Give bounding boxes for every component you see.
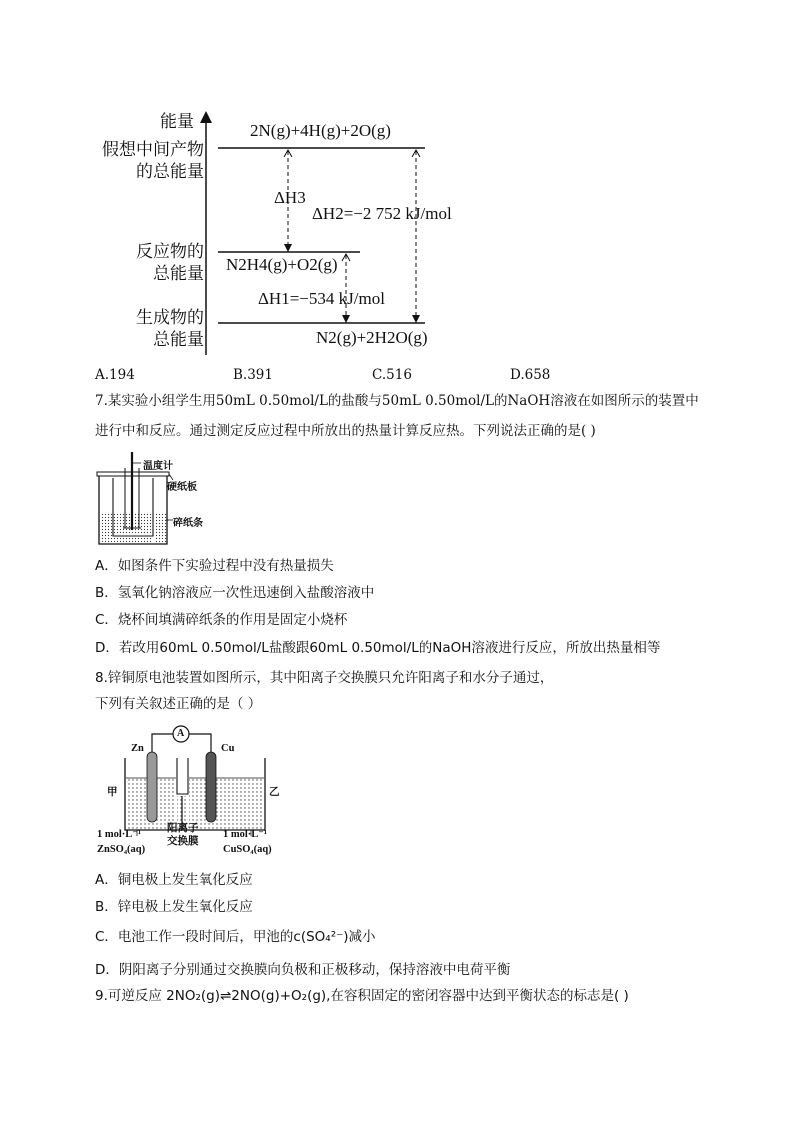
- dh1-label: ΔH1=−534 kJ/mol: [258, 289, 385, 308]
- galvanic-cell-figure: [95, 722, 285, 862]
- energy-axis-label: 能量: [160, 112, 194, 132]
- level-mid-formula: N2H4(g)+O2(g): [226, 255, 338, 274]
- left-concentration: 1 mol·L⁻¹: [97, 829, 141, 840]
- zn-electrode-label: Zn: [131, 743, 144, 754]
- membrane-label-line1: 阳离子: [167, 823, 199, 834]
- q7-option-c: C．烧杯间填满碎纸条的作用是固定小烧杯: [95, 612, 348, 628]
- left-cell-label: 甲: [107, 787, 118, 798]
- q9-stem: 9.可逆反应 2NO₂(g)⇌2NO(g)+O₂(g),在容积固定的密闭容器中达到平衡状态的标志是( ): [95, 988, 629, 1004]
- right-concentration: 1 mol·L⁻¹: [223, 829, 267, 840]
- level-bottom-formula: N2(g)+2H2O(g): [316, 328, 428, 347]
- ammeter-label: A: [177, 728, 185, 739]
- q6-option-a: A.194: [95, 367, 135, 383]
- left-solution: ZnSO₄(aq): [97, 844, 146, 855]
- q8-option-b: B．锌电极上发生氧化反应: [95, 899, 253, 915]
- q7-stem-line1: 7.某实验小组学生用50mL 0.50mol/L的盐酸与50mL 0.50mol/L的NaOH溶液在如图所示的装置中: [95, 393, 699, 409]
- q8-option-a: A．铜电极上发生氧化反应: [95, 872, 253, 888]
- thermometer-label: 温度计: [143, 461, 173, 472]
- cu-electrode-label: Cu: [221, 743, 235, 754]
- q8-stem-line1: 8.锌铜原电池装置如图所示，其中阳离子交换膜只允许阳离子和水分子通过，: [95, 670, 554, 686]
- q6-option-b: B.391: [233, 367, 273, 383]
- q7-option-b: B．氢氧化钠溶液应一次性迅速倒入盐酸溶液中: [95, 585, 375, 601]
- paper-strips-label: 碎纸条: [173, 518, 203, 529]
- level-top-formula: 2N(g)+4H(g)+2O(g): [250, 121, 391, 140]
- right-solution: CuSO₄(aq): [223, 844, 272, 855]
- hypothetical-energy-label: 假想中间产物的总能量: [102, 140, 204, 182]
- q6-option-c: C.516: [372, 367, 412, 383]
- q6-option-d: D.658: [510, 367, 551, 383]
- q8-option-c: C．电池工作一段时间后，甲池的c(SO₄²⁻)减小: [95, 929, 376, 945]
- right-cell-label: 乙: [269, 787, 280, 798]
- cardboard-label: 硬纸板: [167, 482, 197, 493]
- q7-stem-line2: 进行中和反应。通过测定反应过程中所放出的热量计算反应热。下列说法正确的是( ): [95, 423, 596, 439]
- membrane-label-line2: 交换膜: [167, 836, 199, 847]
- calorimeter-figure: [95, 450, 205, 550]
- q8-stem-line2: 下列有关叙述正确的是（ ）: [95, 696, 262, 712]
- q7-option-a: A．如图条件下实验过程中没有热量损失: [95, 558, 334, 574]
- dh3-label: ΔH3: [274, 188, 306, 207]
- reactant-energy-label: 反应物的总能量: [136, 242, 204, 284]
- energy-diagram: [90, 105, 530, 365]
- dh2-label: ΔH2=−2 752 kJ/mol: [312, 204, 452, 223]
- q7-option-d: D．若改用60mL 0.50mol/L盐酸跟60mL 0.50mol/L的NaOH溶液进行反应，所放出热量相等: [95, 640, 661, 656]
- product-energy-label: 生成物的总能量: [136, 308, 204, 350]
- q8-option-d: D．阴阳离子分别通过交换膜向负极和正极移动，保持溶液中电荷平衡: [95, 962, 511, 978]
